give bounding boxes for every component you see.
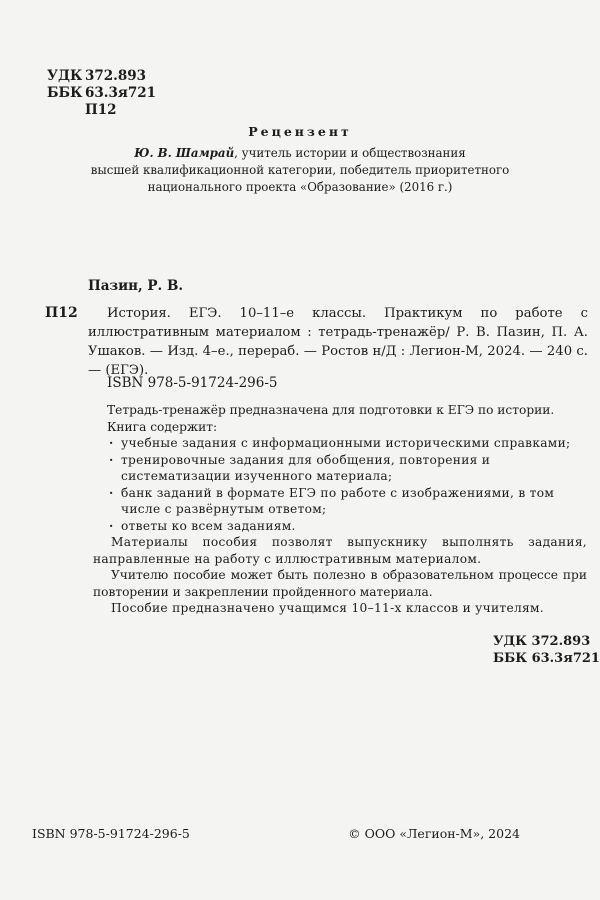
classification-block-bottom bbox=[493, 633, 600, 667]
bbk-value: 63.3я721 bbox=[85, 85, 157, 101]
author-mark: П12 bbox=[85, 102, 117, 118]
catalog-author: Пазин, Р. В. bbox=[88, 278, 184, 294]
udk-row bbox=[47, 68, 156, 85]
list-item: · тренировочные задания для обобщения, повторения и систематизации изученного материала; bbox=[107, 452, 587, 485]
reviewer-heading: Рецензент bbox=[248, 124, 352, 139]
reviewer-line3: национального проекта «Образование» (2016 г.) bbox=[147, 180, 453, 194]
annotation-paragraph: Пособие предназначено учащимся 10–11-х классов и учителям. bbox=[111, 601, 544, 615]
bbk-row bbox=[47, 85, 156, 102]
catalog-isbn: ISBN 978-5-91724-296-5 bbox=[107, 375, 278, 391]
list-item: · ответы ко всем заданиям. bbox=[107, 518, 587, 535]
bbk-bottom: ББК 63.3я721 bbox=[493, 651, 600, 666]
reviewer-info bbox=[0, 145, 600, 196]
bibliographic-description bbox=[88, 304, 588, 380]
reviewer-name: Ю. В. Шамрай bbox=[134, 146, 235, 160]
udk-value: 372.893 bbox=[85, 68, 147, 84]
annotation-intro: Тетрадь-тренажёр предназначена для подготовки к ЕГЭ по истории. bbox=[107, 403, 555, 417]
annotation-paragraph: Материалы пособия позволят выпускнику выполнять задания, направленные на работу с иллюстративным материалом. bbox=[93, 535, 587, 566]
contents-list bbox=[107, 435, 587, 534]
udk-bottom: УДК 372.893 bbox=[493, 634, 591, 649]
classification-block-top bbox=[47, 68, 156, 119]
reviewer-line2: высшей квалификационной категории, победитель приоритетного bbox=[90, 163, 510, 177]
footer-isbn: ISBN 978-5-91724-296-5 bbox=[32, 826, 190, 841]
annotation bbox=[93, 402, 587, 617]
udk-label: УДК bbox=[47, 68, 83, 84]
catalog-code: П12 bbox=[45, 305, 78, 321]
footer-copyright: © ООО «Легион-М», 2024 bbox=[348, 826, 520, 841]
list-item: · банк заданий в формате ЕГЭ по работе с изображениями, в том числе с развёрнутым ответом; bbox=[107, 485, 587, 518]
annotation-paragraph: Учителю пособие может быть полезно в образовательном процессе при повторении и закреплении пройденного материала. bbox=[93, 568, 587, 599]
list-item: · учебные задания с информационными историческими справками; bbox=[107, 435, 587, 452]
reviewer-line1: , учитель истории и обществознания bbox=[234, 146, 466, 160]
bibliographic-text: История. ЕГЭ. 10–11–е классы. Практикум по работе с иллюстративным материалом : тетрадь-тренажёр/ Р. В. Пазин, П. А. Ушаков. — Изд. 4–е., перераб. — Ростов н/Д : Легион-М, 2024. — 240 с. — (ЕГЭ). bbox=[88, 306, 588, 378]
annotation-contains-label: Книга содержит: bbox=[107, 419, 218, 434]
bbk-label: ББК bbox=[47, 85, 83, 101]
author-mark-row bbox=[47, 102, 156, 119]
